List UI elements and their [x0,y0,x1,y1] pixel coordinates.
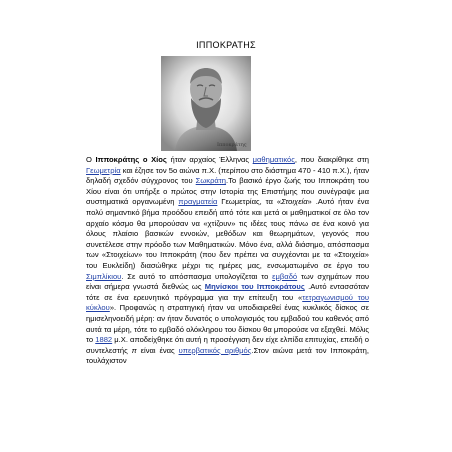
article-body [86,155,369,367]
article-text: Ο [86,155,96,164]
article-link[interactable]: Σιμπλίκιου [86,271,122,281]
article-text: των σχημάτων που είναι σήμερα γνωστά διεθνώς ως [86,271,369,292]
article-text: .Το βασικό έργο ζωής του Ιπποκράτη του Χίου είναι ότι υπήρξε ο πρώτος στην Ιστορία της Επιστήμης που συνέγραψε μια συστηματικά οργανωμένη [86,176,369,207]
article-link[interactable]: τετραγωνισμού του κύκλου [86,292,369,313]
article-link[interactable]: Σωκράτη [195,176,227,186]
article-text: Στοιχεία [281,197,308,207]
article-text: » .Αυτό ήταν ένα πολύ σημαντικό βήμα προόδου επειδή από τότε και μετά οι μαθηματικοί σε όλο τον αρχαίο κόσμο θα μπορούσαν να «χτίζουν» τις ιδέες τους πάνω σε ένα κοινό για όλους πλαίσιο βασικών εννοιών, μεθόδων και θεωρημάτων, γεγονός που συνετέλεσε στην πρόοδο των Μαθηματικών. Μόνο ένα, αλλά διάσημο, απόσπασμα των «Στοιχείων» του Ιπποκράτη (που δεν πρέπει να συγχέονται με τα «Στοιχεία» του Ευκλείδη) διασώθηκε μέχρι τις ημέρες μας, ενσωματωμένο σε έργο του [86,197,369,270]
article-text: , που διακρίθηκε στη [294,155,369,164]
article-link[interactable]: μαθηματικός [252,155,295,164]
article-link[interactable]: Γεωμετρία [86,165,121,175]
article-text: είναι ένας [136,345,179,355]
article-text: π [131,345,137,355]
article-text: και έζησε τον 5ο αιώνα π.Χ. (περίπου στο διάστημα 470 - 410 π.Χ.), ήταν δηλαδή σχεδόν σύγχρονος του [86,165,369,186]
hippocrates-bust-image [161,56,251,151]
article-link[interactable]: υπερβατικός αριθμός [178,345,252,355]
portrait-caption: Ιπποκράτης [217,142,247,148]
document-title: ΙΠΠΟΚΡΑΤΗΣ [196,40,256,50]
article-text: .Στον αιώνα μετά τον Ιπποκράτη, τουλάχιστον [86,345,369,366]
article-link[interactable]: πραγματεία [178,197,218,207]
article-text: μ.Χ. αποδείχθηκε ότι αυτή η προσέγγιση δεν είχε ελπίδα επιτυχίας, επειδή ο συντελεστής [86,335,369,355]
article-text: ». Προφανώς η στρατηγική ήταν να υποδιαιρεθεί ένας κυκλικός δίσκος σε ημισεληνοειδή μέρη: αν ήταν δυνατός ο υπολογισμός του εμβαδού του καθενός από αυτά τα μέρη, τότε το εμβαδό ολόκληρου του δίσκου θα μπορούσε να εξαχθεί. Μόλις το [86,303,369,345]
article-link[interactable]: Μηνίσκοι του Ιπποκράτους [204,282,305,292]
article-text: Γεωμετρίας, τα « [217,197,282,207]
article-text: .Αυτό εντασσόταν τότε σε ένα ερευνητικό πρόγραμμα για την επίτευξη του « [86,282,369,302]
article-text: ήταν αρχαίος Έλληνας [166,155,253,164]
article-text: Ιπποκράτης ο Χίος [95,155,167,164]
article-link[interactable]: εμβαδό [272,271,298,281]
article-paragraph [86,155,369,367]
article-link[interactable]: 1882 [95,335,113,345]
article-text: . Σε αυτό το απόσπασμα υπολογίζεται το [121,271,273,281]
